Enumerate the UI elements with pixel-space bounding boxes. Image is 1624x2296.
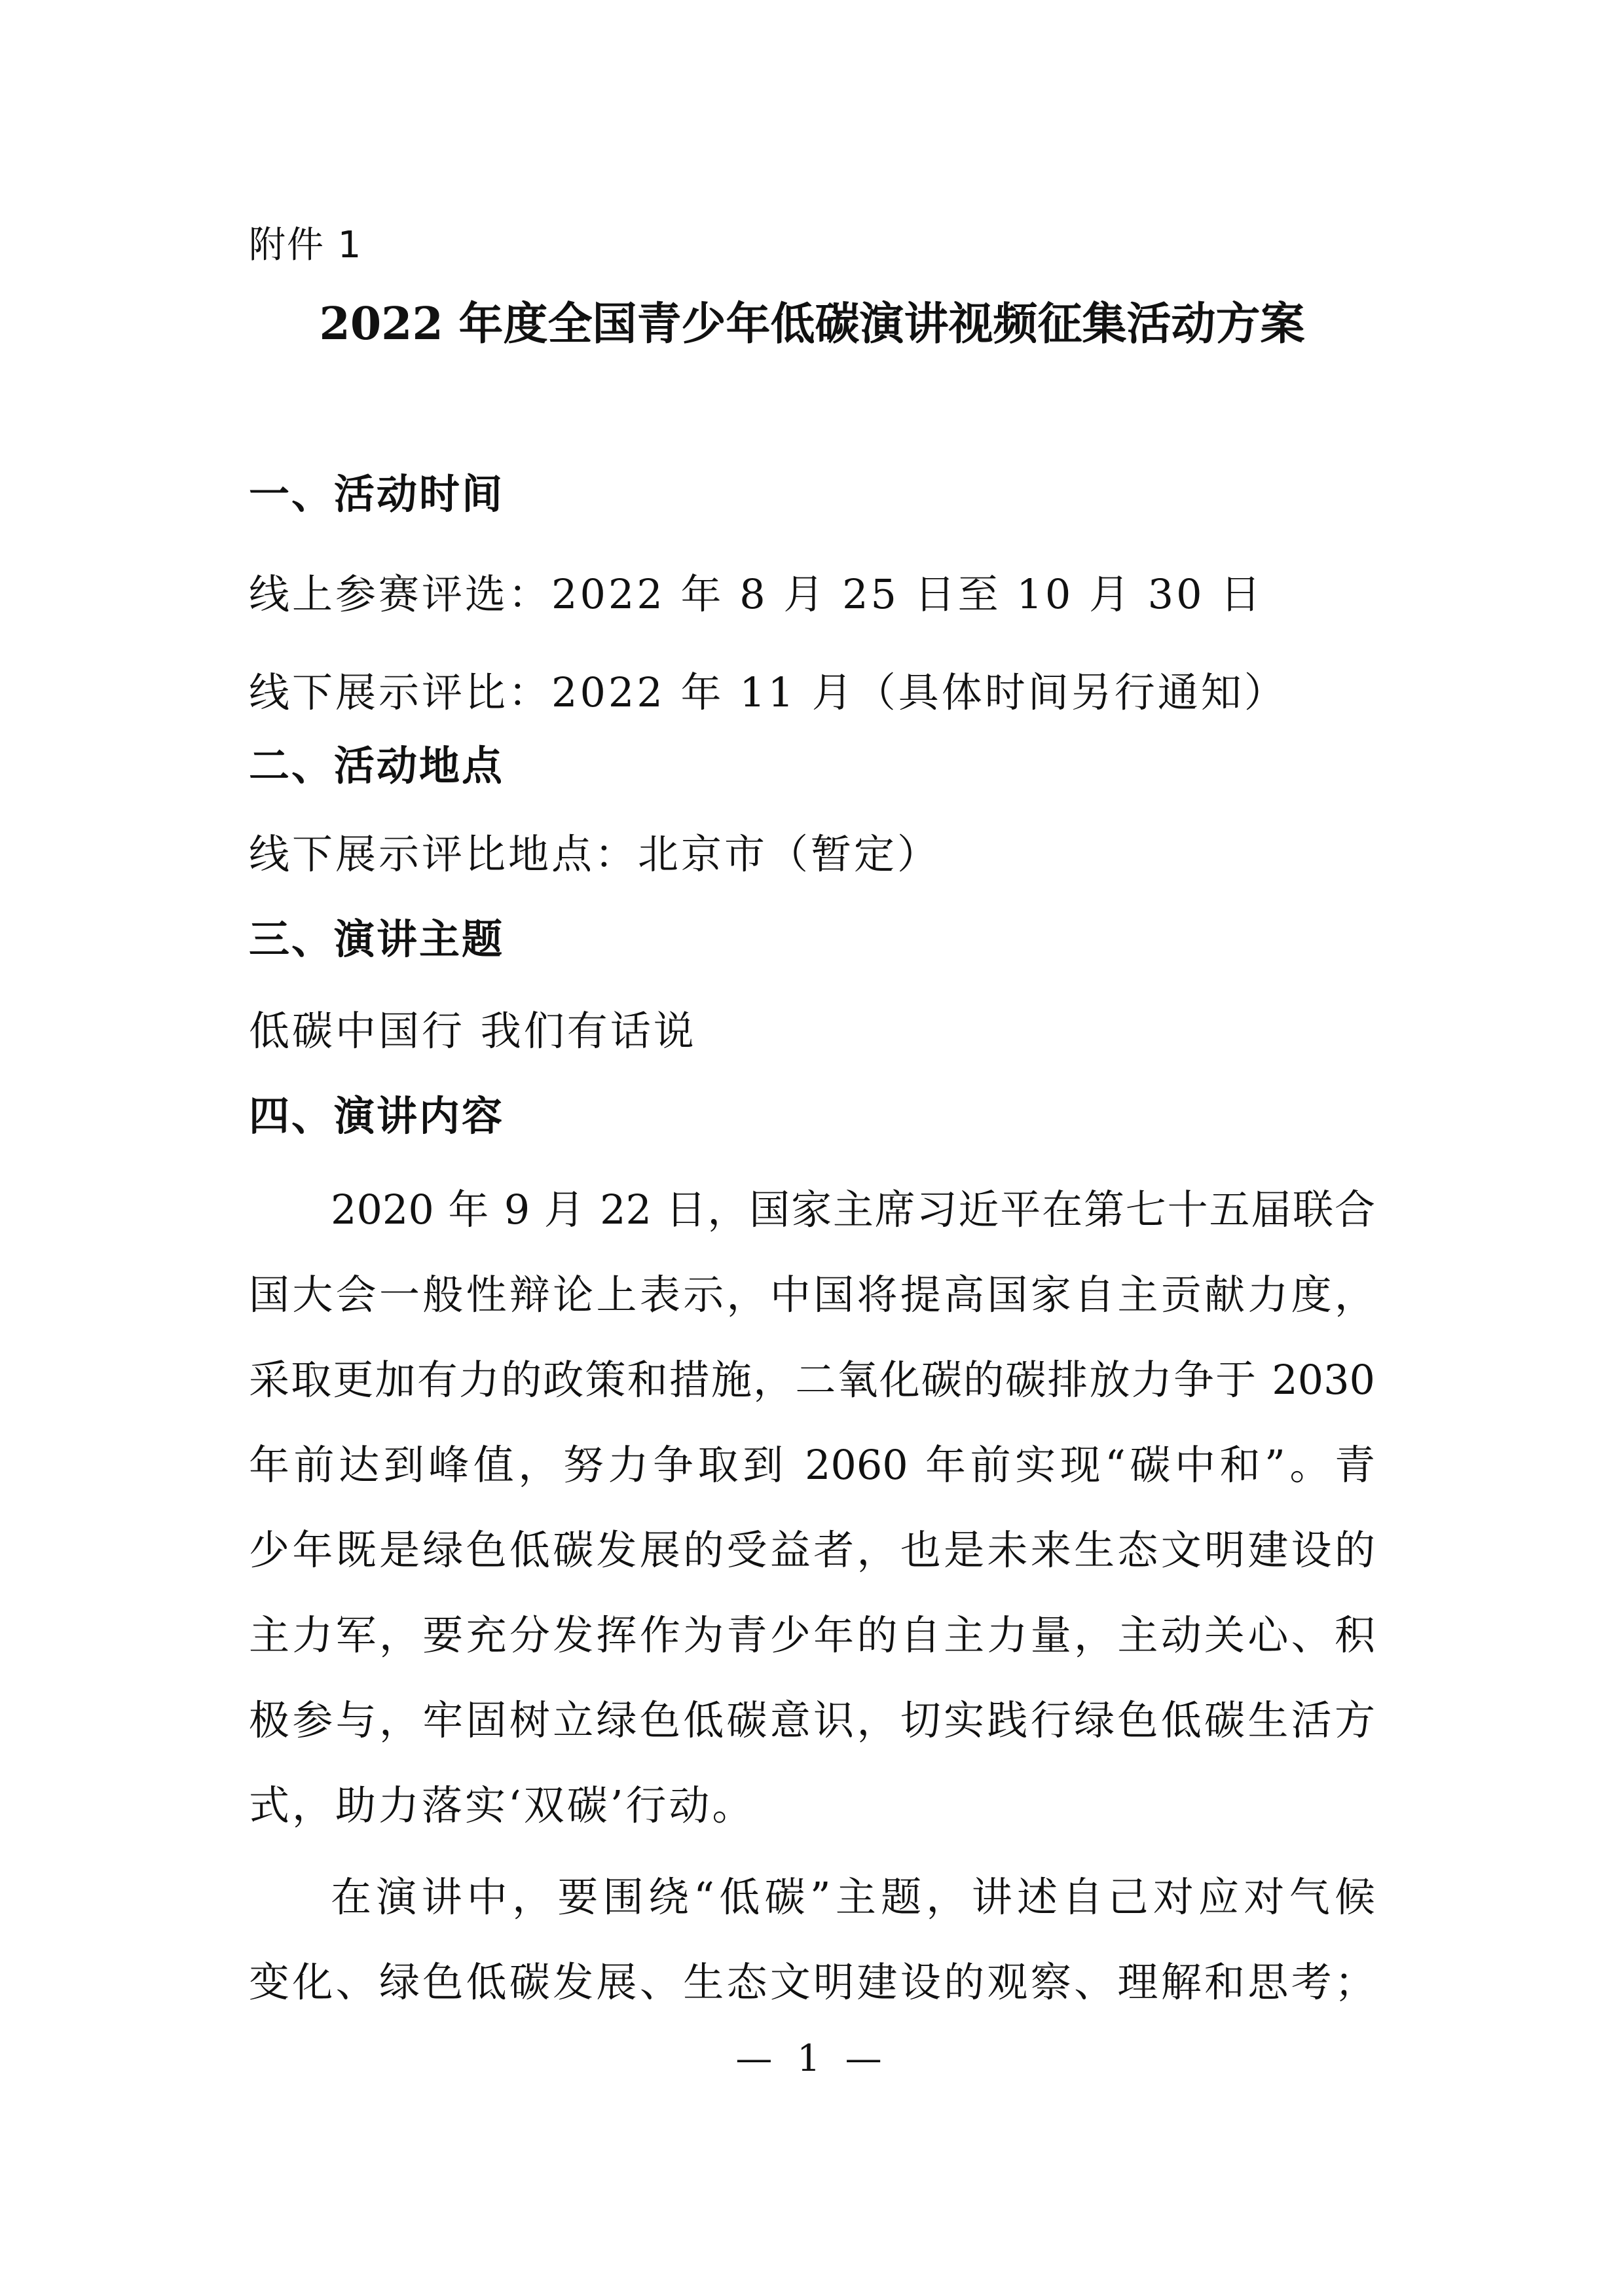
offline-location: 线下展示评比地点：北京市（暂定） — [249, 830, 941, 878]
paragraph-line: 主力军，要充分发挥作为青少年的自主力量，主动关心、积 — [249, 1611, 1375, 1659]
paragraph-line: 采取更加有力的政策和措施，二氧化碳的碳排放力争于 2030 — [249, 1356, 1375, 1404]
paragraph-line: 少年既是绿色低碳发展的受益者，也是未来生态文明建设的 — [249, 1526, 1375, 1574]
attachment-label: 附件 1 — [249, 224, 363, 266]
section-heading-content: 四、演讲内容 — [249, 1092, 505, 1140]
page-number: — 1 — — [735, 2037, 889, 2080]
document-title: 2022 年度全国青少年低碳演讲视频征集活动方案 — [319, 298, 1305, 350]
paragraph-line: 国大会一般性辩论上表示，中国将提高国家自主贡献力度， — [249, 1271, 1375, 1319]
paragraph-line: 极参与，牢固树立绿色低碳意识，切实践行绿色低碳生活方 — [249, 1696, 1375, 1744]
paragraph-line: 式，助力落实‘双碳’行动。 — [249, 1781, 756, 1829]
section-heading-time: 一、活动时间 — [249, 470, 505, 518]
offline-selection-dates: 线下展示评比：2022 年 11 月（具体时间另行通知） — [249, 668, 1287, 716]
speech-theme: 低碳中国行 我们有话说 — [249, 1007, 697, 1055]
section-heading-location: 二、活动地点 — [249, 742, 505, 790]
paragraph-line: 在演讲中，要围绕“低碳”主题，讲述自己对应对气候 — [331, 1873, 1375, 1921]
paragraph-line: 变化、绿色低碳发展、生态文明建设的观察、理解和思考； — [249, 1958, 1375, 2006]
paragraph-line: 年前达到峰值，努力争取到 2060 年前实现“碳中和”。青 — [249, 1441, 1375, 1489]
section-heading-theme: 三、演讲主题 — [249, 915, 505, 963]
paragraph-line: 2020 年 9 月 22 日，国家主席习近平在第七十五届联合 — [331, 1186, 1375, 1233]
online-selection-dates: 线上参赛评选：2022 年 8 月 25 日至 10 月 30 日 — [249, 570, 1264, 618]
